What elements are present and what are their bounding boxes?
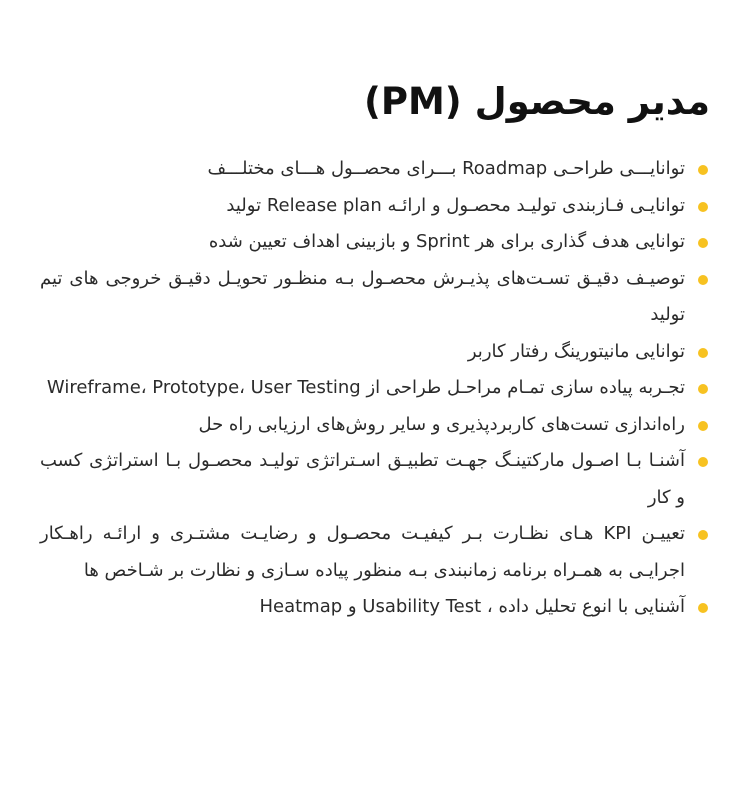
list-item xyxy=(40,589,708,626)
list-item-text: آشنایی با انوع تحلیل داده ، Usability Test و Heatmap xyxy=(259,596,685,617)
bullet-dot-icon xyxy=(698,238,708,248)
list-item xyxy=(40,370,708,407)
list-item xyxy=(40,516,708,589)
list-item xyxy=(40,261,708,334)
bullet-dot-icon xyxy=(698,348,708,358)
bullet-dot-icon xyxy=(698,202,708,212)
list-item xyxy=(40,443,708,516)
list-item xyxy=(40,334,708,371)
list-item-text: توانایی هدف گذاری برای هر Sprint و بازبینی اهداف تعیین شده xyxy=(208,231,685,252)
list-item xyxy=(40,224,708,261)
list-item xyxy=(40,188,708,225)
bullet-dot-icon xyxy=(698,275,708,285)
bullet-dot-icon xyxy=(698,421,708,431)
list-item xyxy=(40,407,708,444)
list-item xyxy=(40,151,708,188)
list-item-text: توانایـی فـازبندی تولیـد محصـول و ارائـه Release plan تولید xyxy=(226,194,685,216)
list-item-text: توانایـــی طراحـی Roadmap بـــرای محصــول هـــای مختلـــف xyxy=(207,158,685,179)
list-item-text: راه‌اندازی تست‌های کاربردپذیری و سایر روش‌های ارزیابی راه حل xyxy=(198,413,685,435)
bullet-dot-icon xyxy=(698,384,708,394)
bullet-dot-icon xyxy=(698,457,708,467)
list-item-text: تعییـن KPI هـای نظـارت بـر کیفیـت محصـول و رضایـت مشتـری و ارائـه راهـکار اجرایـی به همـراه برنامه زمانبندی بـه منظور پیاده سـازی و نظارت بر شـاخص ها xyxy=(40,523,685,581)
list-item-text: تجـربه پیاده سازی تمـام مراحـل طراحی از Wireframe، Prototype، User Testing xyxy=(46,377,685,398)
bullet-dot-icon xyxy=(698,165,708,175)
list-item-text: توانایی مانیتورینگ رفتار کاربر xyxy=(467,340,685,362)
requirements-list xyxy=(40,151,708,626)
bullet-dot-icon xyxy=(698,530,708,540)
bullet-dot-icon xyxy=(698,603,708,613)
page-title: مدیر محصول (PM) xyxy=(363,80,710,123)
list-item-text: توصیـف دقیـق تسـت‌های پذیـرش محصـول بـه منظـور تحویـل دقیـق خروجی های تیم تولید xyxy=(40,267,685,325)
list-item-text: آشنـا بـا اصـول مارکتینـگ جهـت تطبیـق اسـتراتژی تولیـد محصـول بـا استراتژی کسب و کار xyxy=(40,450,685,508)
